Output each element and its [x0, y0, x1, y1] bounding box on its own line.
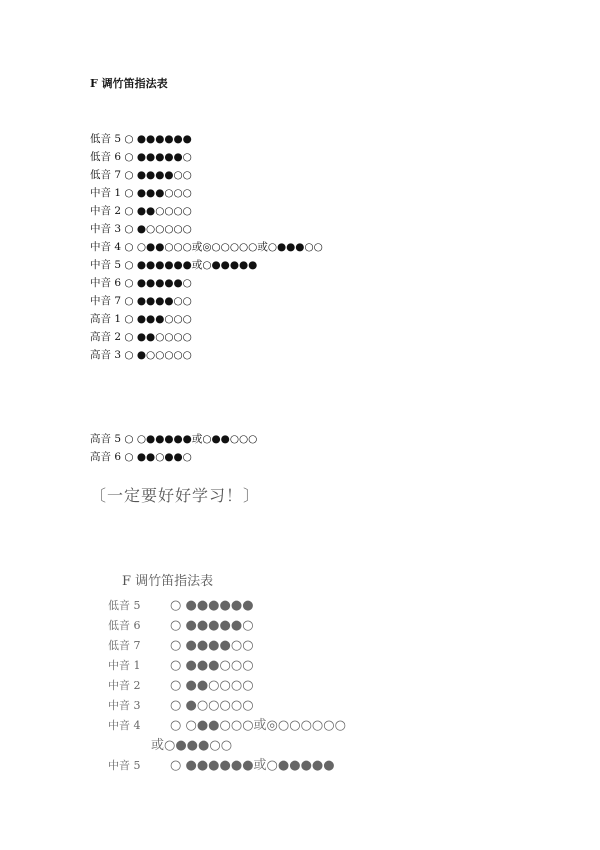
note-name: 低音 6 [90, 151, 122, 163]
table-row [90, 202, 323, 220]
fingering: ○ ●●○○○○ [124, 331, 192, 343]
table-row [90, 310, 323, 328]
note-name: 中音 7 [90, 295, 122, 307]
slogan: 〔一定要好好学习！〕 [90, 486, 261, 505]
table-row [90, 292, 323, 310]
table-row [108, 636, 346, 656]
fingering: ○ ○●●●●●或○●●○○○ [124, 433, 258, 445]
table-row [90, 220, 323, 238]
note-name: 高音 6 [90, 451, 122, 463]
fingering: ○ ●●●●○○ [124, 169, 192, 181]
table-row [90, 346, 323, 364]
note-name: 中音 1 [90, 187, 122, 199]
table-row [108, 656, 346, 676]
fingering: ○ ●●●●●○ [170, 618, 254, 633]
table-row [108, 676, 346, 696]
fingering: ○ ●○○○○○ [170, 698, 254, 713]
note-name: 低音 5 [90, 133, 122, 145]
note-name: 高音 5 [90, 433, 122, 445]
table-row [108, 756, 346, 776]
note-name: 高音 2 [90, 331, 122, 343]
fingering: ○ ●●○○○○ [170, 678, 254, 693]
note-name: 高音 1 [90, 313, 122, 325]
table-row [108, 596, 346, 616]
note-name: 中音 6 [90, 277, 122, 289]
note-name: 中音 3 [90, 223, 122, 235]
fingering: ○ ●●○●●○ [124, 451, 192, 463]
note-name: 低音 5 [108, 599, 141, 612]
fingering: ○ ●●●●○○ [124, 295, 192, 307]
table-row [90, 274, 323, 292]
table-row-continuation [108, 736, 346, 756]
note-name: 低音 7 [90, 169, 122, 181]
note-name: 低音 7 [108, 639, 141, 652]
fingering: 或○●●●○○ [151, 738, 233, 753]
table-row [108, 716, 346, 736]
fingering: ○ ●●●●○○ [170, 638, 254, 653]
note-name: 中音 2 [90, 205, 122, 217]
fingering: ○ ●○○○○○ [124, 349, 192, 361]
table-row [90, 184, 323, 202]
table-row [90, 256, 323, 274]
fingering: ○ ●●○○○○ [124, 205, 192, 217]
fingering: ○ ●●●●●●或○●●●●● [170, 758, 335, 773]
note-name: 中音 4 [90, 241, 122, 253]
note-name: 中音 5 [90, 259, 122, 271]
fingering: ○ ○●●○○○或◎○○○○○○ [170, 718, 346, 733]
fingering-table-3 [108, 596, 346, 776]
note-name: 中音 2 [108, 679, 141, 692]
fingering: ○ ●●●●●● [124, 133, 192, 145]
table-row [90, 238, 323, 256]
note-name: 中音 1 [108, 659, 141, 672]
table-row [90, 148, 323, 166]
table-row [90, 130, 323, 148]
note-name: 中音 3 [108, 699, 141, 712]
fingering: ○ ○●●○○○或◎○○○○○或○●●●○○ [124, 241, 323, 253]
table-row [108, 696, 346, 716]
note-name: 高音 3 [90, 349, 122, 361]
table-row [90, 328, 323, 346]
section-title: F 调竹笛指法表 [122, 574, 214, 589]
table-row [90, 448, 257, 466]
fingering: ○ ●●●●●● [170, 598, 254, 613]
fingering: ○ ●●●○○○ [170, 658, 254, 673]
note-name: 低音 6 [108, 619, 141, 632]
note-name: 中音 5 [108, 759, 141, 772]
fingering: ○ ●○○○○○ [124, 223, 192, 235]
table-row [108, 616, 346, 636]
fingering-table-2 [90, 430, 257, 466]
fingering: ○ ●●●●●●或○●●●●● [124, 259, 258, 271]
fingering-table-1 [90, 130, 323, 364]
fingering: ○ ●●●○○○ [124, 313, 192, 325]
fingering: ○ ●●●●●○ [124, 277, 192, 289]
fingering: ○ ●●●○○○ [124, 187, 192, 199]
table-row [90, 166, 323, 184]
note-name: 中音 4 [108, 719, 141, 732]
table-row [90, 430, 257, 448]
page-title: F 调竹笛指法表 [90, 77, 168, 90]
fingering: ○ ●●●●●○ [124, 151, 192, 163]
